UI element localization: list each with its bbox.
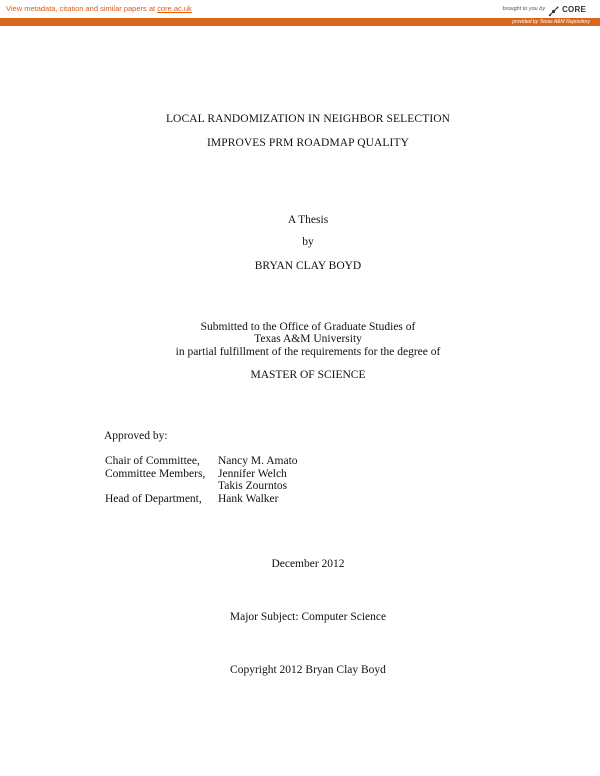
core-brand[interactable] (503, 3, 586, 15)
thesis-title-line-1: LOCAL RANDOMIZATION IN NEIGHBOR SELECTION (165, 113, 451, 125)
major-subject: Major Subject: Computer Science (229, 611, 387, 623)
provided-by-strip (0, 18, 600, 26)
submission-line-1: Submitted to the Office of Graduate Studies of (200, 321, 416, 333)
submission-line-2: Texas A&M University (254, 333, 362, 345)
committee-role: Committee Members, (105, 467, 206, 480)
degree-name: MASTER OF SCIENCE (250, 369, 366, 381)
provided-by-text[interactable]: provided by Texas A&M Repository (512, 19, 590, 25)
core-logo-text: CORE (562, 4, 586, 14)
committee-role: Chair of Committee, (105, 455, 200, 467)
committee-name: Hank Walker (218, 492, 279, 505)
thesis-title-line-2: IMPROVES PRM ROADMAP QUALITY (206, 137, 410, 149)
author-name: BRYAN CLAY BOYD (254, 260, 362, 272)
submission-date: December 2012 (271, 558, 345, 570)
core-metadata-link[interactable] (6, 4, 192, 13)
core-link-prefix: View metadata, citation and similar papers at (6, 4, 158, 13)
submission-line-3: in partial fulfillment of the requirements for the degree of (175, 346, 441, 358)
document-type: A Thesis (287, 214, 329, 226)
core-url-link[interactable]: core.ac.uk (157, 4, 192, 13)
committee-name: Nancy M. Amato (218, 455, 298, 467)
brought-to-you-by-text: brought to you by (502, 6, 546, 12)
committee-role: Head of Department, (105, 492, 202, 505)
approved-by-label: Approved by: (104, 430, 168, 442)
copyright-notice: Copyright 2012 Bryan Clay Boyd (230, 664, 386, 676)
by-text: by (302, 236, 314, 248)
core-banner (0, 0, 600, 18)
core-logo-icon (548, 4, 559, 15)
committee-name: Jennifer Welch (218, 467, 287, 480)
committee-name: Takis Zourntos (218, 480, 288, 493)
